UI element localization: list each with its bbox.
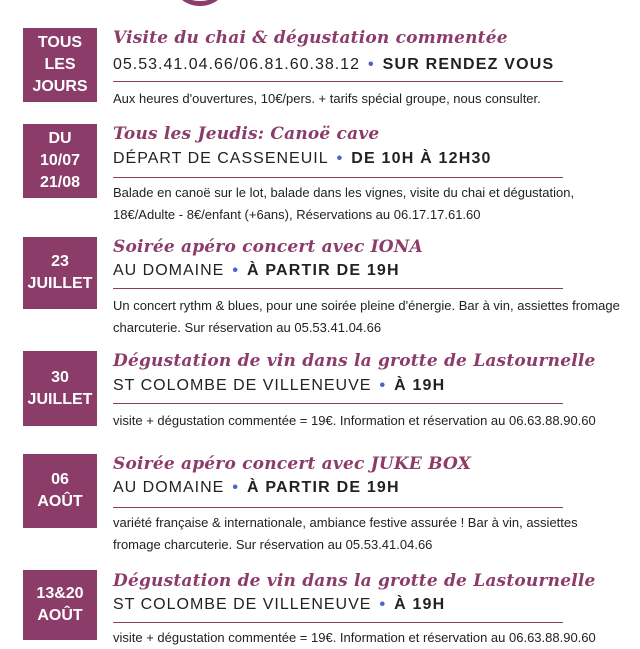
event-date: 06 AOÛT — [23, 454, 97, 528]
logo-arc — [170, 0, 230, 6]
event-title: Soirée apéro concert avec IONA — [113, 237, 423, 257]
event-description: visite + dégustation commentée = 19€. Information et réservation au 06.63.88.90.60 — [113, 413, 596, 428]
bullet-dot-icon: • — [379, 596, 387, 613]
event-location-line — [113, 56, 554, 74]
event-location: ST COLOMBE DE VILLENEUVE — [113, 596, 372, 613]
event-location: 05.53.41.04.66/06.81.60.38.12 — [113, 56, 360, 73]
divider — [113, 81, 563, 82]
event-title: Visite du chai & dégustation commentée — [113, 28, 508, 48]
event-location-line — [113, 150, 492, 168]
event-date: 30 JUILLET — [23, 351, 97, 426]
event-time: À 19H — [394, 596, 446, 613]
event-title: Dégustation de vin dans la grotte de Lastournelle — [113, 571, 596, 591]
event-title: Soirée apéro concert avec JUKE BOX — [113, 454, 472, 474]
divider — [113, 403, 563, 404]
event-location: DÉPART DE CASSENEUIL — [113, 150, 329, 167]
divider — [113, 288, 563, 289]
event-title: Dégustation de vin dans la grotte de Lastournelle — [113, 351, 596, 371]
event-location-line — [113, 262, 400, 280]
bullet-dot-icon: • — [232, 479, 239, 496]
event-time: DE 10H À 12H30 — [351, 150, 492, 167]
event-description: variété française & internationale, ambiance festive assurée ! Bar à vin, assiettes fromage charcuterie. Sur réservation au 05.53.41.04.66 — [113, 515, 578, 552]
event-time: À 19H — [394, 377, 446, 394]
event-date: 13&20 AOÛT — [23, 570, 97, 640]
bullet-dot-icon: • — [379, 377, 387, 394]
event-location: ST COLOMBE DE VILLENEUVE — [113, 377, 372, 394]
event-location-line — [113, 377, 445, 395]
bullet-dot-icon: • — [336, 150, 344, 167]
bullet-dot-icon: • — [232, 262, 239, 279]
event-description: Un concert rythm & blues, pour une soirée pleine d'énergie. Bar à vin, assiettes fromage charcuterie. Sur réservation au 05.53.41.04.66 — [113, 298, 620, 335]
divider — [113, 177, 563, 178]
bullet-dot-icon: • — [367, 56, 375, 73]
event-time: SUR RENDEZ VOUS — [382, 56, 555, 73]
event-location: AU DOMAINE — [113, 262, 225, 279]
event-description: Balade en canoë sur le lot, balade dans les vignes, visite du chai et dégustation, 18€/Adulte - 8€/enfant (+6ans), Réservations au 06.17.17.61.60 — [113, 185, 575, 222]
event-location-line — [113, 479, 400, 497]
event-date: TOUS LES JOURS — [23, 28, 97, 102]
event-title: Tous les Jeudis: Canoë cave — [113, 124, 380, 144]
event-location: AU DOMAINE — [113, 479, 225, 496]
event-date: DU 10/07 21/08 — [23, 124, 97, 198]
event-description: visite + dégustation commentée = 19€. Information et réservation au 06.63.88.90.60 — [113, 630, 596, 645]
divider — [113, 622, 563, 623]
event-time: À PARTIR DE 19H — [246, 262, 400, 279]
divider — [113, 507, 563, 508]
event-location-line — [113, 596, 445, 614]
event-description: Aux heures d'ouvertures, 10€/pers. + tarifs spécial groupe, nous consulter. — [113, 91, 541, 106]
event-time: À PARTIR DE 19H — [246, 479, 400, 496]
event-date: 23 JUILLET — [23, 237, 97, 309]
